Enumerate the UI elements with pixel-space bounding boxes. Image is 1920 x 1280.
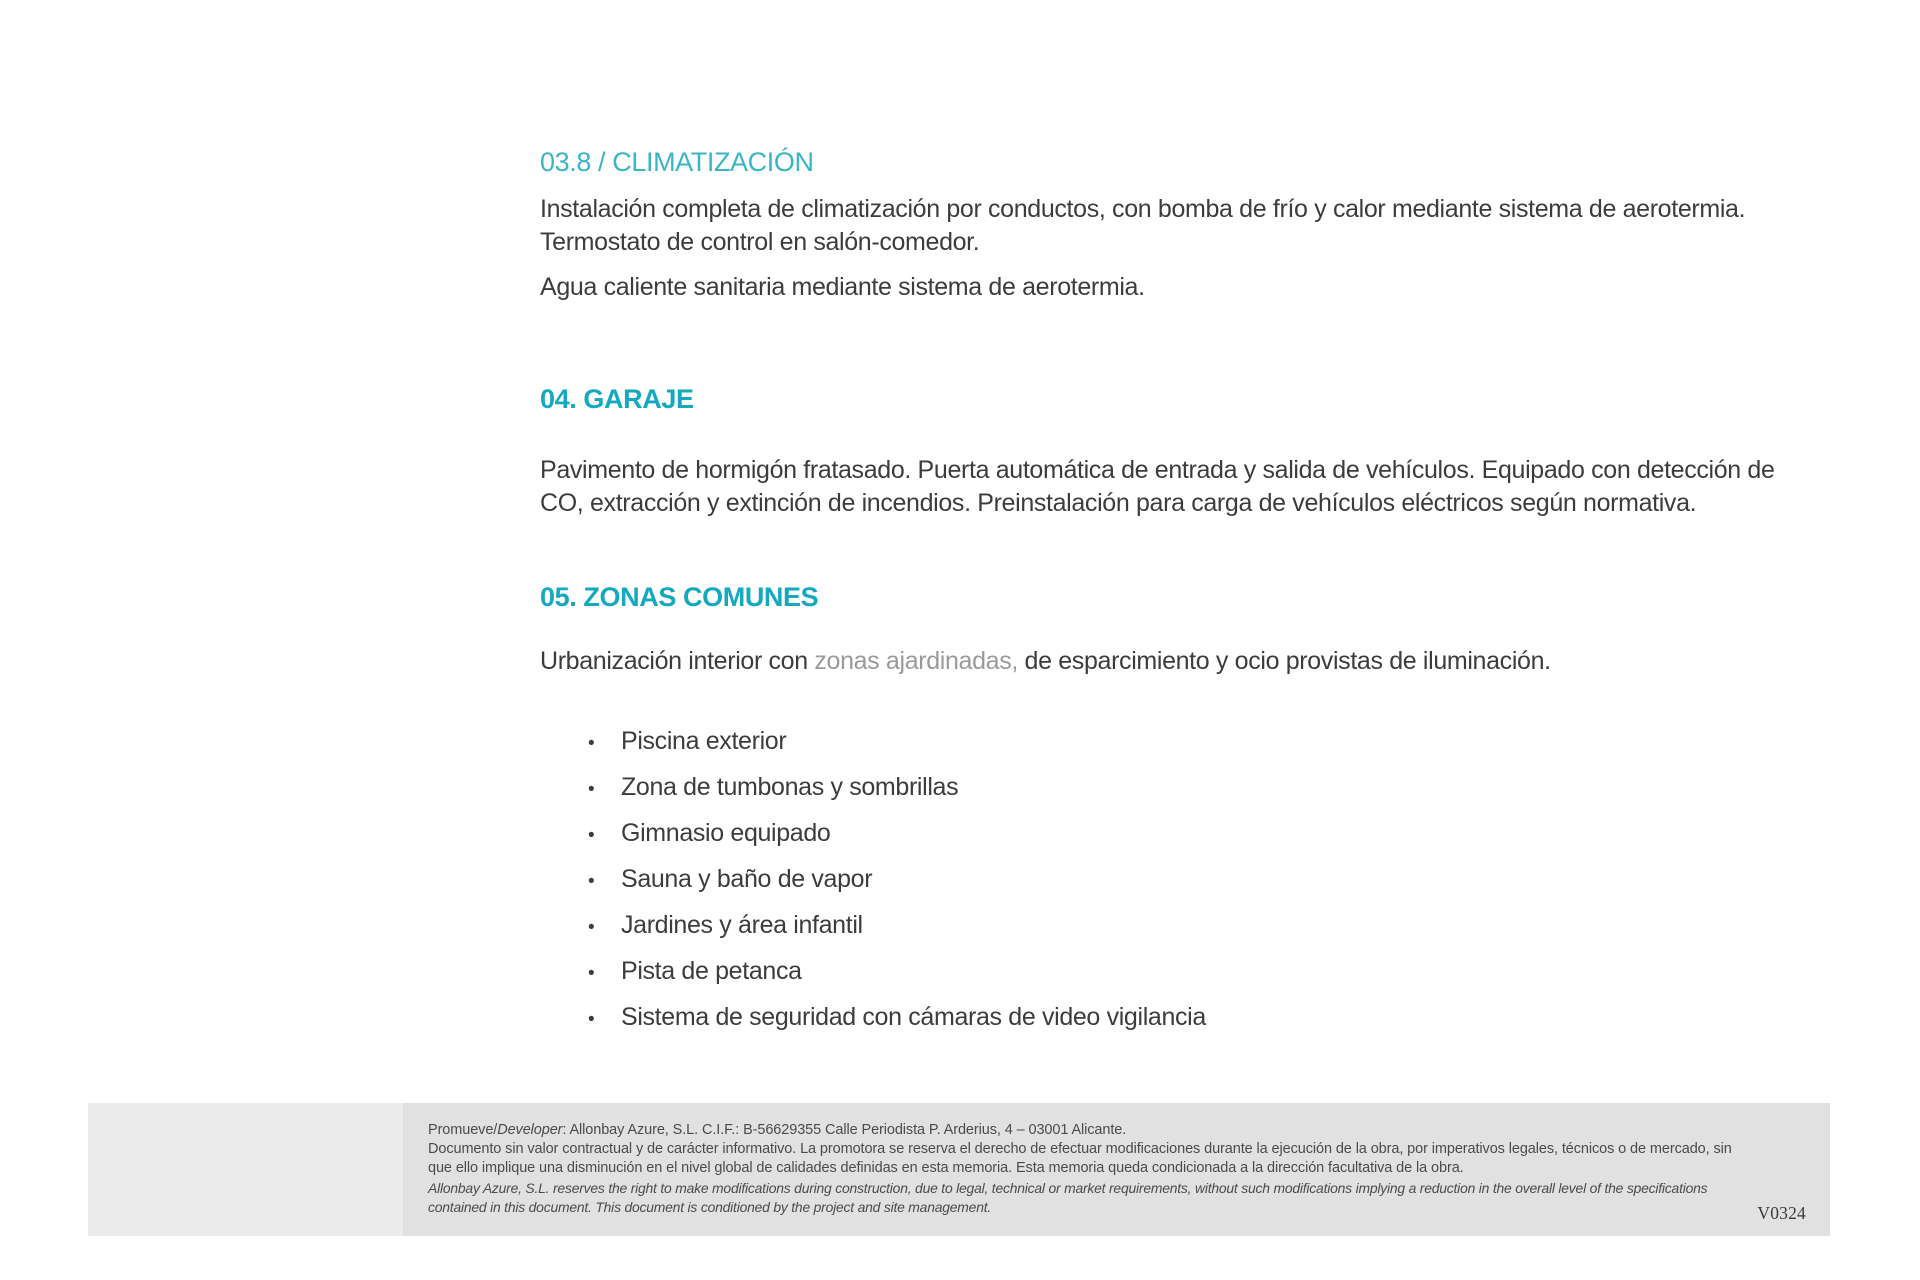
paragraph-line: Pavimento de hormigón fratasado. Puerta automática de entrada y salida de vehículos. Equipado con detección de xyxy=(540,456,1775,484)
list-item-label: Sistema de seguridad con cámaras de video vigilancia xyxy=(621,1003,1206,1031)
intro-text-suffix: de esparcimiento y ocio provistas de iluminación. xyxy=(1017,647,1551,675)
bullet-icon: • xyxy=(588,1009,595,1030)
list-item xyxy=(588,910,863,943)
paragraph-line-intro xyxy=(540,646,1551,676)
list-item xyxy=(588,1002,1206,1035)
footer-accent-box xyxy=(88,1103,403,1236)
section-heading-garaje: 04. GARAJE xyxy=(540,384,694,414)
paragraph-line: Termostato de control en salón-comedor. xyxy=(540,228,980,256)
footer-line-disclaimer-en-1: Allonbay Azure, S.L. reserves the right to make modifications during construction, due to legal, technical or market requirements, without such modifications implying a reduction in the overall level of the specifications xyxy=(428,1179,1708,1196)
footer-line-disclaimer-es-1: Documento sin valor contractual y de carácter informativo. La promotora se reserva el derecho de efectuar modificaciones durante la ejecución de la obra, por imperativos legales, técnicos o de mercado, sin xyxy=(428,1141,1732,1158)
footer-line-promueve xyxy=(428,1121,1732,1140)
footer-promueve-prefix: Promueve/ xyxy=(428,1122,498,1138)
bullet-icon: • xyxy=(588,917,595,938)
bullet-icon: • xyxy=(588,963,595,984)
list-item-label: Piscina exterior xyxy=(621,727,787,755)
section-heading-zonas-comunes: 05. ZONAS COMUNES xyxy=(540,582,819,612)
list-item xyxy=(588,818,830,851)
list-item-label: Gimnasio equipado xyxy=(621,819,831,847)
version-code: V0324 xyxy=(1757,1203,1806,1223)
footer-promueve-rest: : Allonbay Azure, S.L. C.I.F.: B-56629355 Calle Periodista P. Arderius, 4 – 03001 Alicante. xyxy=(562,1122,1127,1138)
list-item-label: Sauna y baño de vapor xyxy=(621,865,873,893)
bullet-icon: • xyxy=(588,779,595,800)
paragraph-line: CO, extracción y extinción de incendios. Preinstalación para carga de vehículos eléctricos según normativa. xyxy=(540,489,1697,517)
list-item xyxy=(588,726,786,759)
list-item-label: Jardines y área infantil xyxy=(621,911,863,939)
intro-text-prefix: Urbanización interior con xyxy=(540,647,815,675)
list-item xyxy=(588,772,958,805)
footer-line-disclaimer-en-2: contained in this document. This document is conditioned by the project and site management. xyxy=(428,1198,992,1215)
footer-line-disclaimer-es-2: que ello implique una disminución en el nivel global de calidades definidas en esta memoria. Esta memoria queda condicionada a la dirección facultativa de la obra. xyxy=(428,1160,1464,1177)
list-item-label: Zona de tumbonas y sombrillas xyxy=(621,773,959,801)
intro-text-faded-watermark: zonas ajardinadas, xyxy=(814,647,1018,675)
paragraph-line: Agua caliente sanitaria mediante sistema de aerotermia. xyxy=(540,273,1145,301)
list-item xyxy=(588,956,802,989)
bullet-icon: • xyxy=(588,825,595,846)
bullet-icon: • xyxy=(588,733,595,754)
footer-legal-text xyxy=(428,1121,1732,1217)
list-item xyxy=(588,864,872,897)
bullet-icon: • xyxy=(588,871,595,892)
footer-promueve-developer: Developer xyxy=(497,1122,563,1138)
list-item-label: Pista de petanca xyxy=(621,957,802,985)
paragraph-line: Instalación completa de climatización por conductos, con bomba de frío y calor mediante sistema de aerotermia. xyxy=(540,195,1746,223)
section-heading-climatizacion: 03.8 / CLIMATIZACIÓN xyxy=(540,147,814,177)
